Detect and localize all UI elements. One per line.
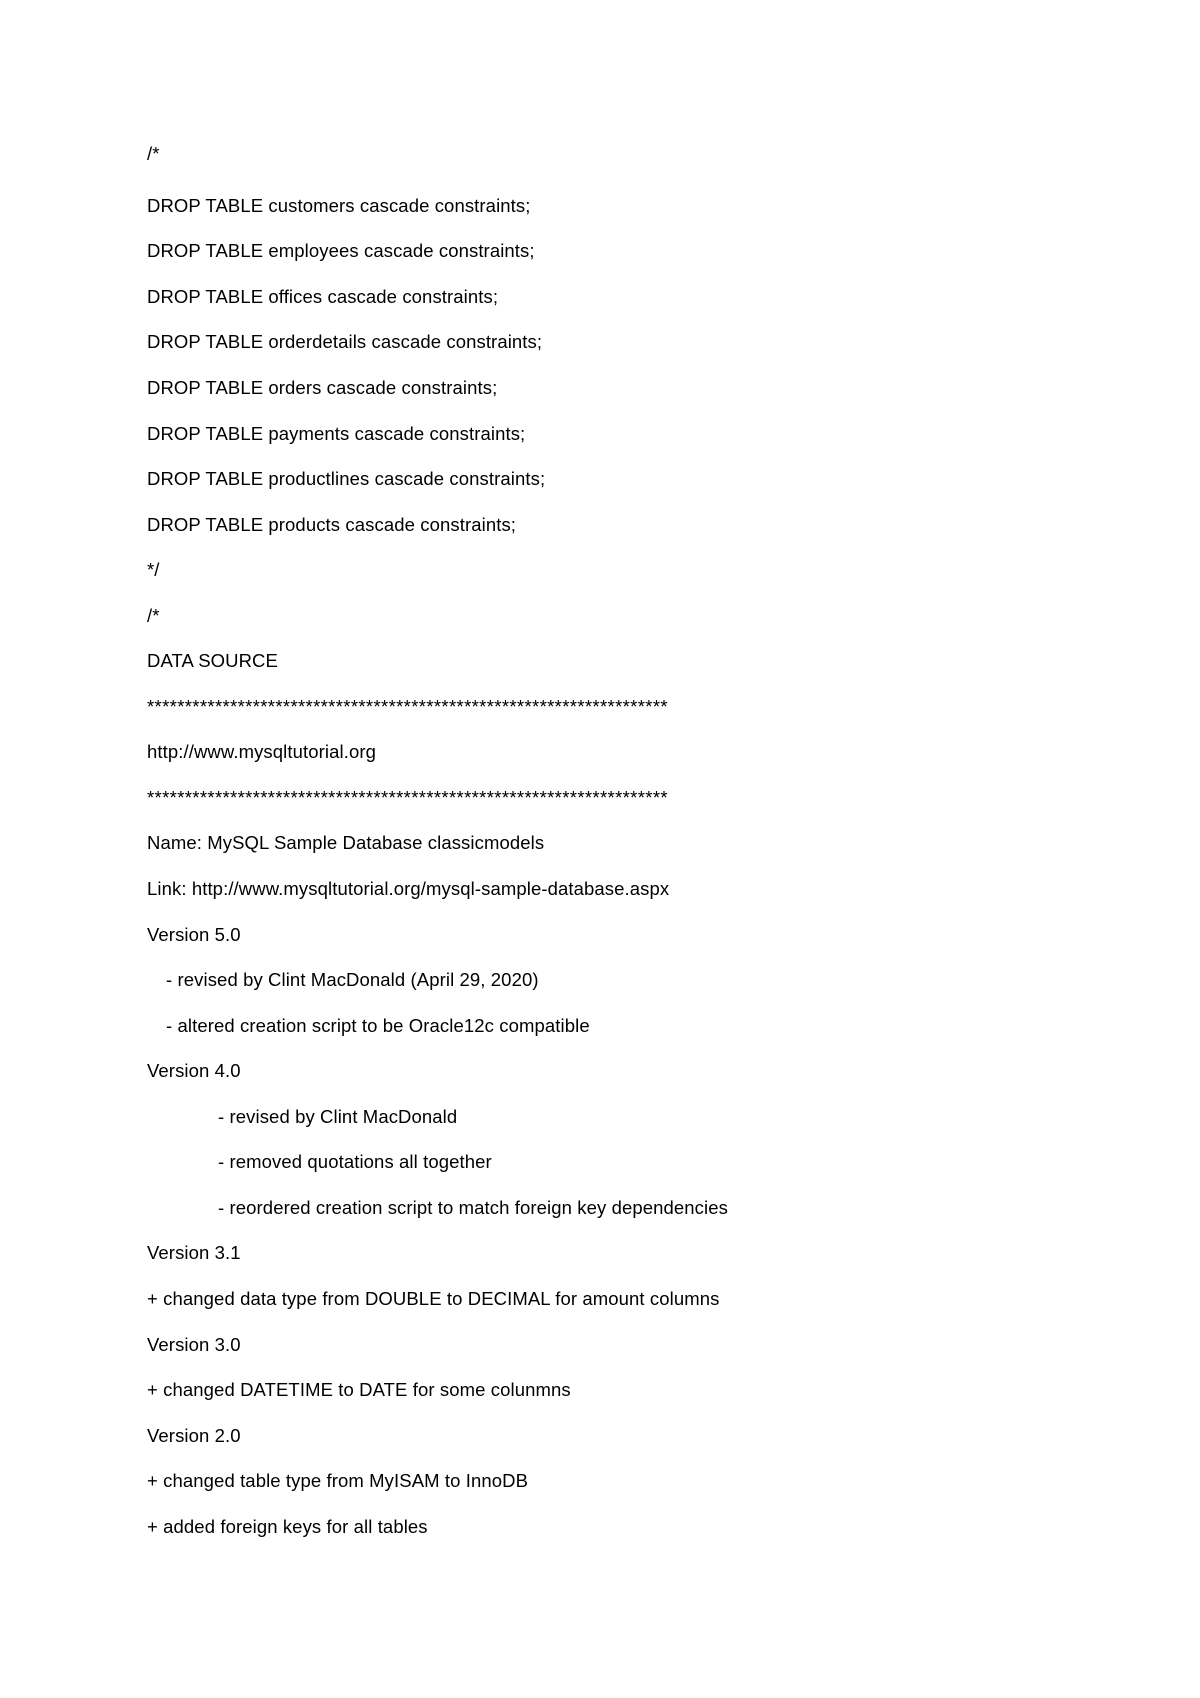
drop-table-productlines-line: DROP TABLE productlines cascade constraints; [147,468,546,489]
version-3-1-heading: Version 3.1 [147,1242,241,1263]
version-5-note-2: - altered creation script to be Oracle12c compatible [166,1015,590,1036]
version-4-heading: Version 4.0 [147,1060,241,1081]
data-source-heading: DATA SOURCE [147,650,278,671]
version-4-note-3: - reordered creation script to match foreign key dependencies [218,1197,728,1218]
drop-table-orderdetails-line: DROP TABLE orderdetails cascade constraints; [147,331,543,352]
asterisk-separator: ********************************************************************* [147,696,668,717]
comment-close-line: */ [147,559,160,580]
comment-open-line-2: /* [147,605,160,626]
drop-table-offices-line: DROP TABLE offices cascade constraints; [147,286,499,307]
version-5-heading: Version 5.0 [147,924,241,945]
version-3-0-note: + changed DATETIME to DATE for some colunmns [147,1379,571,1400]
drop-table-customers-line: DROP TABLE customers cascade constraints; [147,195,531,216]
version-2-0-note-1: + changed table type from MyISAM to InnoDB [147,1470,529,1491]
source-url-line: http://www.mysqltutorial.org [147,741,376,762]
version-3-0-heading: Version 3.0 [147,1334,241,1355]
version-2-0-heading: Version 2.0 [147,1425,241,1446]
database-link-line: Link: http://www.mysqltutorial.org/mysql-sample-database.aspx [147,878,670,899]
asterisk-separator-2: ********************************************************************* [147,787,668,808]
version-5-note-1: - revised by Clint MacDonald (April 29, 2020) [166,969,539,990]
version-4-note-1: - revised by Clint MacDonald [218,1106,458,1127]
version-4-note-2: - removed quotations all together [218,1151,492,1172]
version-3-1-note: + changed data type from DOUBLE to DECIMAL for amount columns [147,1288,720,1309]
drop-table-payments-line: DROP TABLE payments cascade constraints; [147,423,526,444]
drop-table-products-line: DROP TABLE products cascade constraints; [147,514,517,535]
comment-open-line: /* [147,143,160,164]
drop-table-employees-line: DROP TABLE employees cascade constraints; [147,240,535,261]
drop-table-orders-line: DROP TABLE orders cascade constraints; [147,377,498,398]
database-name-line: Name: MySQL Sample Database classicmodels [147,832,545,853]
version-2-0-note-2: + added foreign keys for all tables [147,1516,428,1537]
